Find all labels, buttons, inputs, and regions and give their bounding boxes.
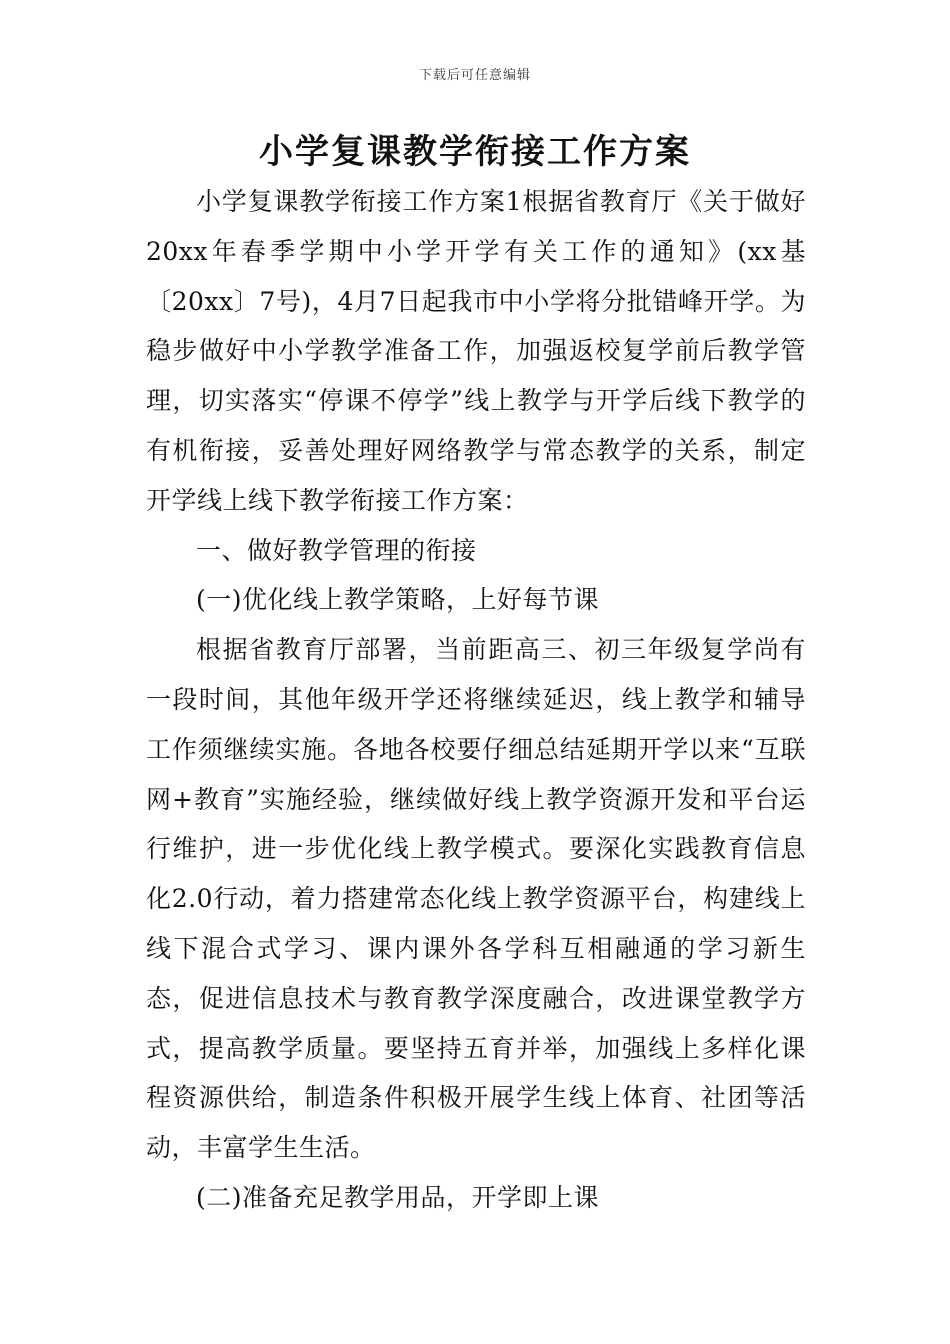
paragraph-intro: 小学复课教学衔接工作方案1根据省教育厅《关于做好20xx年春季学期中小学开学有关工作的通知》(xx基〔20xx〕7号)，4月7日起我市中小学将分批错峰开学。为稳步做好中小学教学准备工作，加强返校复学前后教学管理，切实落实“停课不停学”线上教学与开学后线下教学的有机衔接，妥善处理好网络教学与常态教学的关系，制定开学线上线下教学衔接工作方案： <box>146 187 806 515</box>
subsection-heading-1: (一)优化线上教学策略，上好每节课 <box>196 585 600 615</box>
document-body <box>146 177 806 1223</box>
header-note: 下载后可任意编辑 <box>418 68 531 83</box>
subsection-heading-2: (二)准备充足教学用品，开学即上课 <box>196 1182 600 1212</box>
document-title: 小学复课教学衔接工作方案 <box>259 132 691 172</box>
paragraph-online-teaching: 根据省教育厅部署，当前距高三、初三年级复学尚有一段时间，其他年级开学还将继续延迟，线上教学和辅导工作须继续实施。各地各校要仔细总结延期开学以来“互联网+教育”实施经验，继续做好线上教学资源开发和平台运行维护，进一步优化线上教学模式。要深化实践教育信息化2.0行动，着力搭建常态化线上教学资源平台，构建线上线下混合式学习、课内课外各学科互相融通的学习新生态，促进信息技术与教育教学深度融合，改进课堂教学方式，提高教学质量。要坚持五育并举，加强线上多样化课程资源供给，制造条件积极开展学生线上体育、社团等活动，丰富学生生活。 <box>146 635 806 1163</box>
section-heading-1: 一、做好教学管理的衔接 <box>196 535 477 565</box>
